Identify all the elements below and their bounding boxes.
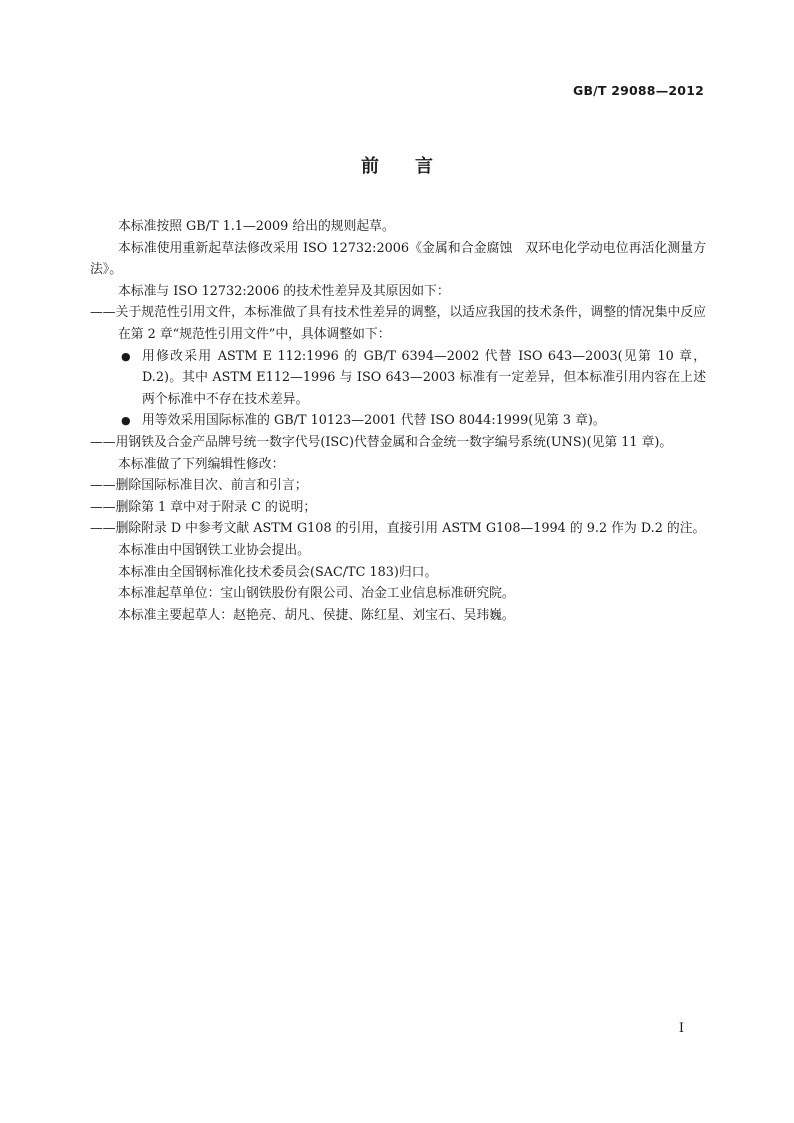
dash-item-delete-astm-g108: ——删除附录 D 中参考文献 ASTM G108 的引用，直接引用 ASTM G108—1994 的 9.2 作为 D.2 的注。 [90, 521, 706, 537]
paragraph-proposed-by: 本标准由中国钢铁工业协会提出。 [118, 542, 310, 558]
page-number: I [678, 1021, 684, 1036]
dash-item-normative-references: ——关于规范性引用文件，本标准做了具有技术性差异的调整，以适应我国的技术条件，调整的情况集中反应在第 2 章“规范性引用文件”中，具体调整如下： [90, 305, 706, 342]
bullet-text: 用等效采用国际标准的 GB/T 10123—2001 代替 ISO 8044:1999(见第 3 章)。 [142, 413, 606, 429]
bullet-icon: ● [121, 349, 131, 363]
paragraph-under-jurisdiction: 本标准由全国钢标准化技术委员会(SAC/TC 183)归口。 [118, 564, 438, 580]
paragraph-technical-differences: 本标准与 ISO 12732:2006 的技术性差异及其原因如下： [118, 283, 450, 299]
paragraph-drafters: 本标准主要起草人：赵艳亮、胡凡、侯捷、陈红星、刘宝石、吴玮巍。 [118, 607, 515, 623]
document-body [90, 216, 706, 626]
paragraph-adoption: 本标准使用重新起草法修改采用 ISO 12732:2006《金属和合金腐蚀 双环电化学动电位再活化测量方法》。 [90, 240, 706, 278]
dash-item-isc-code: ——用钢铁及合金产品牌号统一数字代号(ISC)代替金属和合金统一数字编号系统(UNS)(见第 11 章)。 [90, 434, 673, 450]
standard-code: GB/T 29088—2012 [572, 83, 704, 98]
bullet-icon: ● [121, 414, 131, 428]
paragraph-editorial-changes: 本标准做了下列编辑性修改： [118, 456, 285, 472]
page-title: 前言 [361, 156, 469, 177]
dash-item-delete-annex-c-note: ——删除第 1 章中对于附录 C 的说明； [90, 499, 317, 515]
paragraph-drafting-rules: 本标准按照 GB/T 1.1—2009 给出的规则起草。 [118, 219, 395, 234]
bullet-item-astm-e112 [90, 346, 706, 411]
dash-item-delete-contents: ——删除国际标准目次、前言和引言； [90, 478, 308, 494]
bullet-text: 用修改采用 ASTM E 112:1996 的 GB/T 6394—2002 代替 ISO 643—2003(见第 10 章，D.2)。其中 ASTM E112—1996 与 ISO 643—2003 标准有一定差异，但本标准引用内容在上述两个标准中不存在技术差异。 [142, 348, 706, 407]
paragraph-drafting-organizations: 本标准起草单位：宝山钢铁股份有限公司、冶金工业信息标准研究院。 [118, 586, 515, 602]
bullet-item-gbt-10123 [90, 410, 706, 432]
